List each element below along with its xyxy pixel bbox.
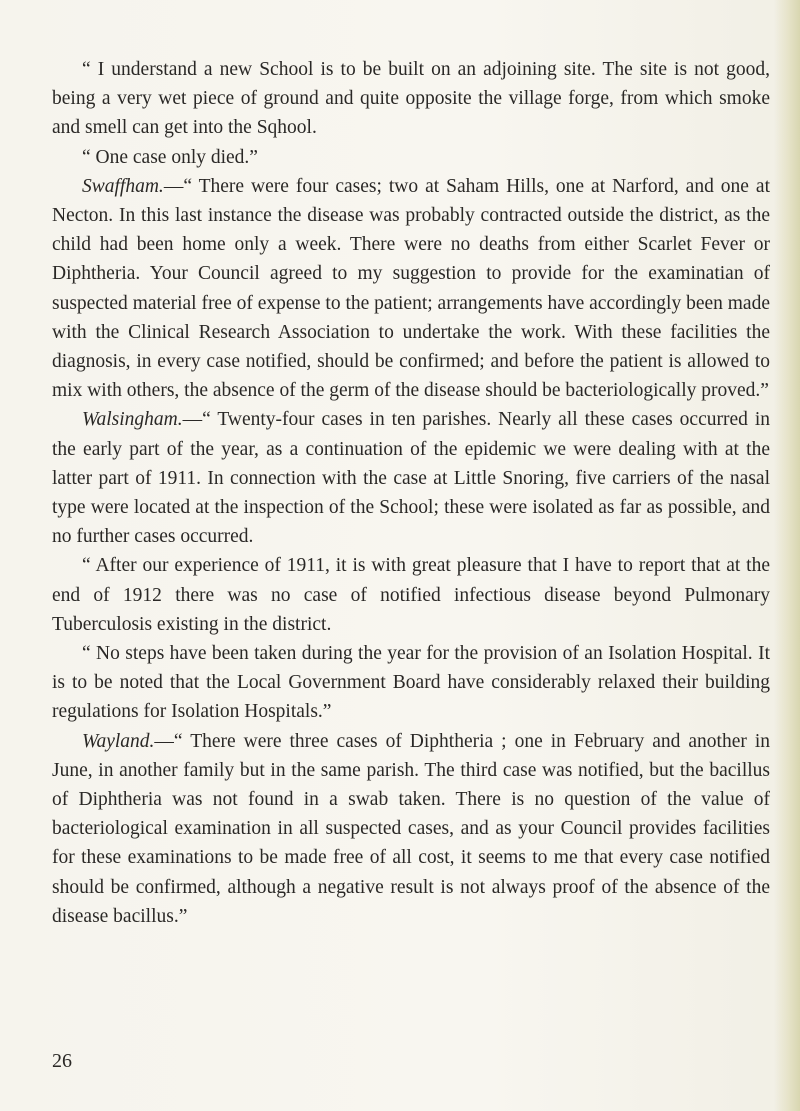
paragraph-wayland — [52, 727, 770, 931]
paragraph-text: “ No steps have been taken during the year for the provision of an Isolation Hospital. It is to be noted that the Local Government Board have considerably relaxed their building regulations for Isolation Hospitals.” — [52, 643, 770, 723]
paragraph-text: “ I understand a new School is to be built on an adjoining site. The site is not good, being a very wet piece of ground and quite opposite the village forge, from which smoke and smell can get into the Sqhool. — [52, 59, 770, 139]
place-heading: Wayland. — [82, 730, 155, 752]
paragraph-text: —“ Twenty-four cases in ten parishes. Nearly all these cases occurred in the early part of the year, as a continuation of the epidemic we were dealing with at the latter part of 1911. In connection with the case at Little Snoring, five carriers of the nasal type were located at the inspection of the School; these were isolated as far as possible, and no further cases occurred. — [52, 409, 770, 548]
paragraph-text: —“ There were four cases; two at Saham Hills, one at Narford, and one at Necton. In this last instance the disease was probably contracted outside the district, as the child had been home only a week. There were no deaths from either Scarlet Fever or Diphtheria. Your Council agreed to my suggestion to provide for the examinatian of suspected material free of expense to the patient; arrangements have accordingly been made with the Clinical Research Association to undertake the work. With these facilities the diagnosis, in every case notified, should be confirmed; and before the patient is allowed to mix with others, the absence of the germ of the disease should be bacteriologically proved.” — [52, 175, 770, 402]
paragraph-after-1911 — [52, 551, 770, 639]
place-heading: Walsingham. — [82, 409, 183, 431]
paragraph-text: “ One case only died.” — [82, 146, 258, 168]
paragraph-walsingham — [52, 405, 770, 551]
paragraph-isolation-hospital — [52, 639, 770, 727]
paragraph-text: “ After our experience of 1911, it is with great pleasure that I have to report that at the end of 1912 there was no case of notified infectious disease beyond Pulmonary Tuberculosis existing in the district. — [52, 555, 770, 635]
paragraph-one-death — [52, 143, 770, 172]
paragraph-school-site — [52, 55, 770, 143]
place-heading: Swaffham. — [82, 175, 164, 197]
paragraph-text: —“ There were three cases of Diphtheria ; one in February and another in June, in another family but in the same parish. The third case was notified, but the bacillus of Diphtheria was not found in a swab taken. There is no question of the value of bacteriological examination in all suspected cases, and as your Council provides facilities for these examinations to be made free of all cost, it seems to me that every case notified should be confirmed, although a negative result is not always proof of the absence of the disease bacillus.” — [52, 730, 770, 927]
document-body — [52, 55, 770, 931]
page-number: 26 — [52, 1050, 72, 1072]
paragraph-swaffham — [52, 172, 770, 406]
page-edge-shadow — [774, 0, 800, 1111]
